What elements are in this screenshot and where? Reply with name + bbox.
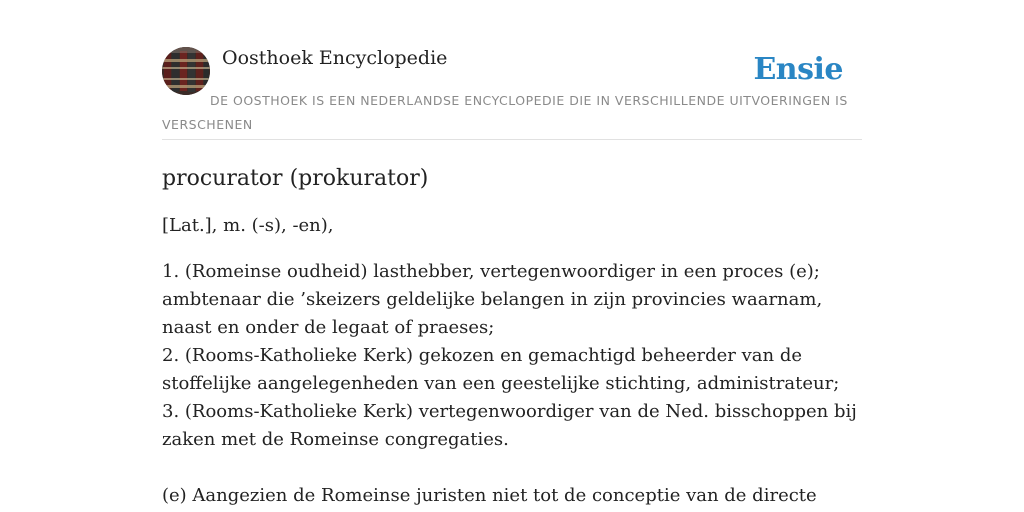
definition-item: 2. (Rooms-Katholieke Kerk) gekozen en gemachtigd beheerder van de stoffelijke aangelegenheden van een geestelijke stichting, administrateur; <box>162 345 840 394</box>
entry-note: (e) Aangezien de Romeinse juristen niet tot de conceptie van de directe <box>162 485 817 506</box>
site-tagline: DE OOSTHOEK IS EEN NEDERLANDSE ENCYCLOPEDIE DIE IN VERSCHILLENDE UITVOERINGEN IS VERSCHENEN <box>162 93 848 132</box>
entry-content <box>162 162 862 510</box>
site-header <box>162 46 862 140</box>
encyclopedia-books-icon[interactable] <box>162 47 210 95</box>
entry-title: procurator (prokurator) <box>162 166 429 191</box>
definition-item: 1. (Romeinse oudheid) lasthebber, vertegenwoordiger in een proces (e); ambtenaar die ’skeizers geldelijke belangen in zijn provincies waarnam, naast en onder de legaat of praeses; <box>162 261 823 338</box>
avatar-books-image <box>162 47 210 95</box>
entry-definitions <box>162 258 862 454</box>
definition-item: 3. (Rooms-Katholieke Kerk) vertegenwoordiger van de Ned. bisschoppen bij zaken met de Romeinse congregaties. <box>162 401 857 450</box>
entry-grammar: [Lat.], m. (-s), -en), <box>162 215 334 236</box>
site-name[interactable]: Oosthoek Encyclopedie <box>222 47 448 69</box>
ensie-logo-link[interactable]: Ensie <box>753 52 843 87</box>
